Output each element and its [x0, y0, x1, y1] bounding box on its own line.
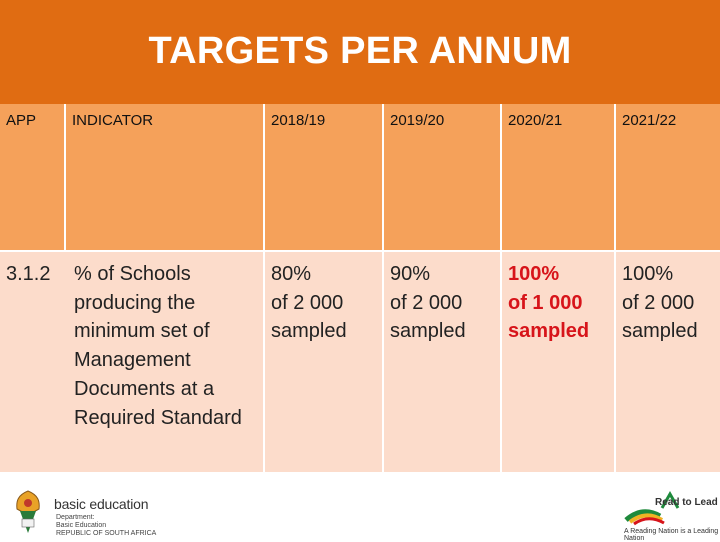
indicator-line: Management	[74, 349, 191, 372]
target-line: 80%	[271, 263, 312, 285]
header-2019-20: 2019/20	[384, 104, 500, 250]
target-line: 100%	[622, 263, 674, 285]
indicator-line: producing the	[74, 291, 196, 314]
department-sub-line: Department:	[56, 514, 95, 521]
header-2020-21: 2020/21	[502, 104, 614, 250]
coat-of-arms-icon	[10, 489, 46, 535]
department-brand: basic education	[54, 496, 149, 512]
department-sub-line: Basic Education	[56, 522, 107, 529]
target-2021-22	[616, 252, 720, 472]
indicator-line: minimum set of	[74, 320, 210, 343]
target-line: of 2 000	[390, 291, 463, 314]
target-line: sampled	[271, 320, 347, 343]
indicator-line: Required Standard	[74, 406, 242, 429]
indicator-line: Documents at a	[74, 377, 215, 400]
header-2018-19: 2018/19	[265, 104, 382, 250]
indicator-cell	[0, 252, 263, 472]
target-line: 100%	[508, 263, 560, 285]
target-line: of 1 000	[508, 291, 583, 314]
department-sub-line: REPUBLIC OF SOUTH AFRICA	[56, 530, 157, 537]
read-to-lead-title: Read to Lead	[655, 497, 718, 508]
target-line: sampled	[622, 320, 698, 343]
header-2021-22: 2021/22	[616, 104, 720, 250]
target-line: 90%	[390, 263, 431, 285]
target-2020-21	[502, 252, 614, 472]
app-number: 3.1.2	[6, 263, 51, 285]
target-2018-19	[265, 252, 382, 472]
indicator-line: % of Schools	[74, 263, 191, 285]
page-title: TARGETS PER ANNUM	[148, 30, 572, 72]
target-line: sampled	[390, 320, 466, 343]
indicator-text	[74, 260, 264, 432]
targets-table	[0, 104, 720, 472]
read-to-lead-tagline: A Reading Nation is a Leading Nation	[624, 528, 719, 542]
target-line: of 2 000	[271, 291, 344, 314]
header-app: APP	[0, 104, 64, 250]
target-2019-20	[384, 252, 500, 472]
target-line: of 2 000	[622, 291, 695, 314]
header-indicator: INDICATOR	[66, 104, 263, 250]
target-line: sampled	[508, 320, 590, 343]
